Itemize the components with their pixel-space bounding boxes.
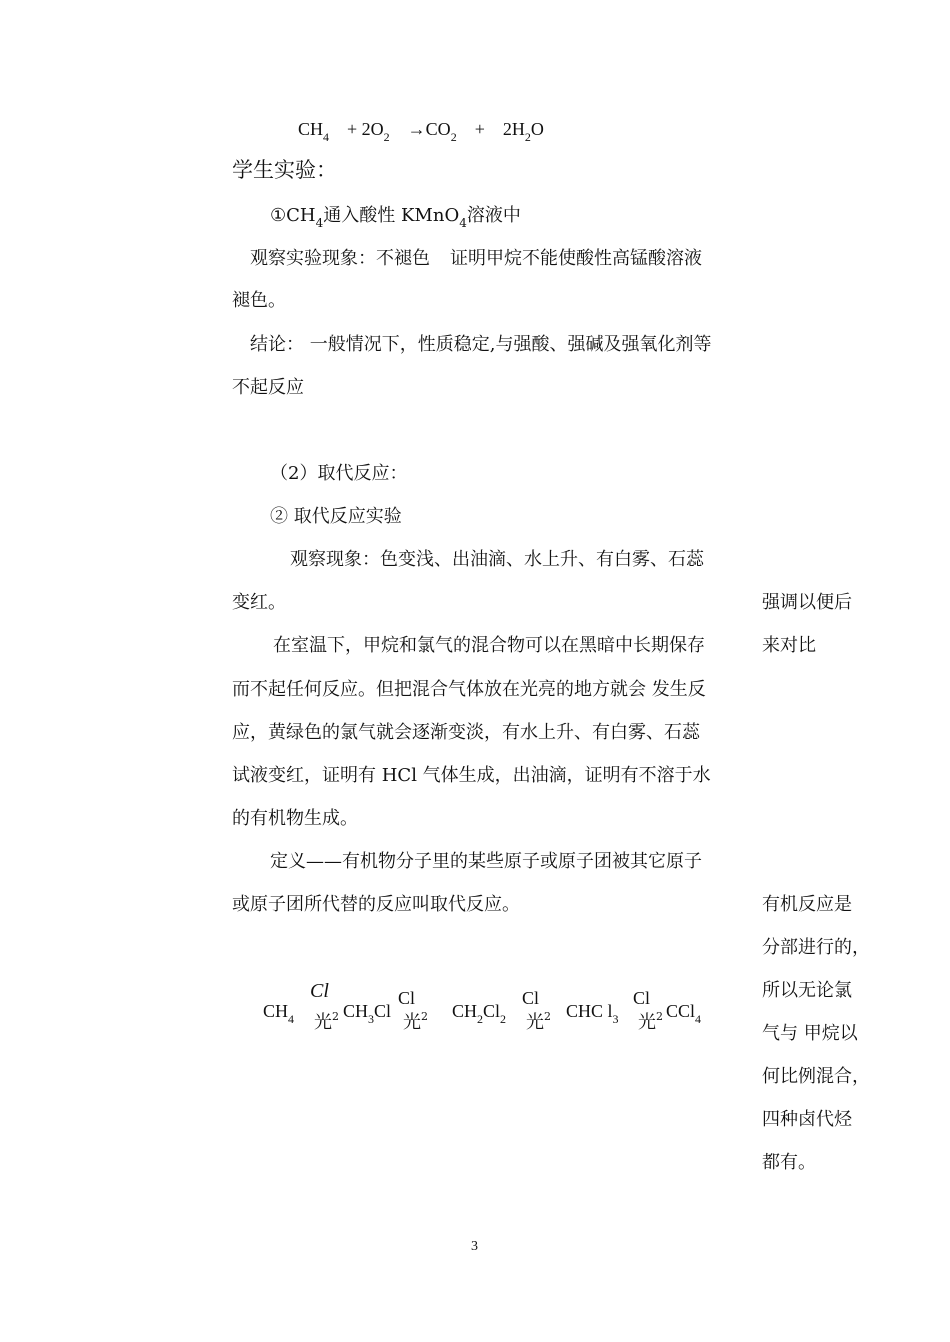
side-note-line: 所以无论氯 bbox=[762, 980, 852, 1001]
reagent-cl2: Cl bbox=[310, 980, 329, 1002]
chain-ch3cl: $CH_3Cl$ bbox=[343, 1001, 392, 1026]
term-h2o: 2H bbox=[502, 119, 525, 139]
condition-light: 光$^2$ bbox=[638, 1010, 663, 1033]
side-note-line: 有机反应是 bbox=[762, 894, 852, 915]
condition-light: 光$^2$ bbox=[403, 1010, 428, 1033]
observation-1: 观察实验现象：不褪色 证明甲烷不能使酸性高锰酸溶液 bbox=[250, 248, 702, 269]
condition-light: 光$^2$ bbox=[526, 1010, 551, 1033]
side-note-line: 分部进行的， bbox=[762, 937, 870, 958]
chain-ch2cl2: $CH_2Cl_2$ bbox=[452, 1001, 507, 1026]
plus-sign: + bbox=[474, 119, 485, 139]
paragraph-line: 应，黄绿色的氯气就会逐渐变淡，有水上升、有白雾、石蕊 bbox=[232, 722, 700, 743]
paragraph-line: 的有机物生成。 bbox=[232, 808, 358, 829]
reagent-cl2: Cl bbox=[633, 988, 651, 1008]
side-note-line: 来对比 bbox=[762, 635, 816, 656]
section-substitution: （2）取代反应： bbox=[270, 463, 408, 484]
experiment-2: ② 取代反应实验 bbox=[270, 506, 402, 527]
reagent-cl2: Cl bbox=[522, 988, 540, 1008]
side-note-line: 气与 甲烷以 bbox=[762, 1023, 858, 1044]
conclusion: 结论： 一般情况下，性质稳定,与强酸、强碱及强氧化剂等 bbox=[250, 334, 712, 355]
paragraph-line: 在室温下，甲烷和氯气的混合物可以在黑暗中长期保存 bbox=[273, 635, 705, 656]
chain-chcl3: CHC $l_3$ bbox=[566, 1001, 619, 1026]
side-note-line: 强调以便后 bbox=[762, 592, 852, 613]
page-number: 3 bbox=[471, 1239, 478, 1254]
experiment-1: $①CH_4$通入酸性 KMnO$_4$溶液中 bbox=[270, 205, 521, 230]
paragraph-line: 试液变红，证明有 HCl 气体生成，出油滴，证明有不溶于水 bbox=[232, 765, 711, 786]
chain-ch4: $CH_4$ bbox=[263, 1001, 295, 1026]
formula-ch4: CH bbox=[298, 119, 324, 139]
chain-ccl4: CCl$_4$ bbox=[666, 1001, 702, 1026]
conclusion-cont: 不起反应 bbox=[232, 377, 304, 398]
definition-cont: 或原子团所代替的反应叫取代反应。 bbox=[232, 894, 520, 915]
side-note-line: 四种卤代烃 bbox=[762, 1109, 852, 1130]
condition-light: 光$^2$ bbox=[314, 1010, 339, 1033]
observation-1-cont: 褪色。 bbox=[232, 290, 286, 311]
observation-2: 观察现象：色变浅、出油滴、水上升、有白雾、石蕊 bbox=[290, 549, 704, 570]
definition: 定义——有机物分子里的某些原子或原子团被其它原子 bbox=[270, 851, 702, 872]
side-note-line: 何比例混合， bbox=[762, 1066, 870, 1087]
reagent-cl2: Cl bbox=[398, 988, 416, 1008]
heading-student-experiment: 学生实验： bbox=[232, 158, 337, 182]
term-o2: + 2O bbox=[347, 119, 384, 139]
combustion-equation: $CH_4$ + $2O_2$ $\to CO_2$ + $2H_2O$ bbox=[298, 119, 544, 144]
paragraph-line: 而不起任何反应。但把混合气体放在光亮的地方就会 发生反 bbox=[232, 679, 706, 700]
term-co2: →CO bbox=[407, 119, 451, 139]
side-note-line: 都有。 bbox=[762, 1152, 816, 1173]
observation-2-cont: 变红。 bbox=[232, 592, 286, 613]
